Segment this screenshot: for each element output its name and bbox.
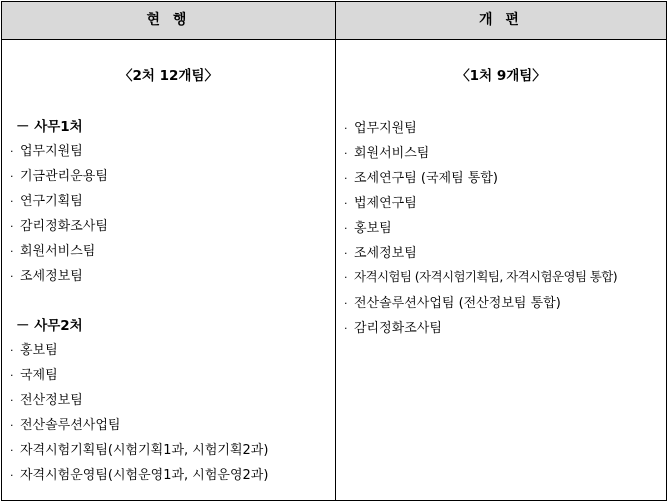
bullet: ·: [10, 419, 14, 432]
bullet: ·: [344, 297, 348, 310]
list-item: · 전산솔루션사업팀: [10, 418, 121, 433]
list-item: · 회원서비스팀: [10, 244, 96, 259]
list-item: · 업무지원팀: [344, 121, 417, 136]
group-title-office2: － 사무2처: [16, 318, 83, 334]
list-item: · 업무지원팀: [10, 144, 83, 159]
list-item: · 조세정보팀: [344, 246, 417, 261]
bullet: ·: [344, 271, 348, 284]
bullet: ·: [10, 270, 14, 283]
bullet: ·: [10, 145, 14, 158]
bullet: ·: [10, 220, 14, 233]
bullet: ·: [10, 170, 14, 183]
reorganization-table: [1, 1, 667, 501]
list-item: · 법제연구팀: [344, 196, 417, 211]
bullet: ·: [344, 172, 348, 185]
list-item: · 자격시험운영팀(시험운영1과, 시험운영2과): [10, 468, 269, 483]
bullet: ·: [10, 369, 14, 382]
bullet: ·: [10, 245, 14, 258]
header-reorg: 개 편: [479, 12, 523, 28]
bullet: ·: [344, 122, 348, 135]
table-header-row: [2, 2, 666, 40]
list-item: · 회원서비스팀: [344, 146, 430, 161]
group-title-office1: － 사무1처: [16, 119, 83, 135]
bullet: ·: [10, 195, 14, 208]
list-item: · 감리정화조사팀: [10, 219, 108, 234]
list-item: · 홍보팀: [10, 343, 58, 358]
bullet: ·: [344, 222, 348, 235]
list-item: · 기금관리운용팀: [10, 169, 108, 184]
list-item: · 국제팀: [10, 368, 58, 383]
list-item: · 전산정보팀: [10, 393, 83, 408]
list-item: · 조세정보팀: [10, 269, 83, 284]
list-item: · 감리정화조사팀: [344, 321, 442, 336]
bullet: ·: [10, 394, 14, 407]
bullet: ·: [10, 444, 14, 457]
list-item: · 자격시험팀 (자격시험기획팀, 자격시험운영팀 통합): [344, 269, 618, 284]
header-current: 현 행: [146, 12, 191, 28]
list-item: · 연구기획팀: [10, 194, 83, 209]
reorg-subtitle: 〈1처 9개팀〉: [456, 68, 546, 84]
list-item: · 전산솔루션사업팀 (전산정보팀 통합): [344, 296, 561, 311]
bullet: ·: [344, 322, 348, 335]
bullet: ·: [344, 247, 348, 260]
current-subtitle: 〈2처 12개팀〉: [118, 68, 218, 84]
bullet: ·: [344, 197, 348, 210]
list-item: · 홍보팀: [344, 221, 392, 236]
bullet: ·: [10, 344, 14, 357]
list-item: · 조세연구팀 (국제팀 통합): [344, 171, 498, 186]
list-item: · 자격시험기획팀(시험기획1과, 시험기획2과): [10, 443, 269, 458]
bullet: ·: [10, 469, 14, 482]
bullet: ·: [344, 147, 348, 160]
